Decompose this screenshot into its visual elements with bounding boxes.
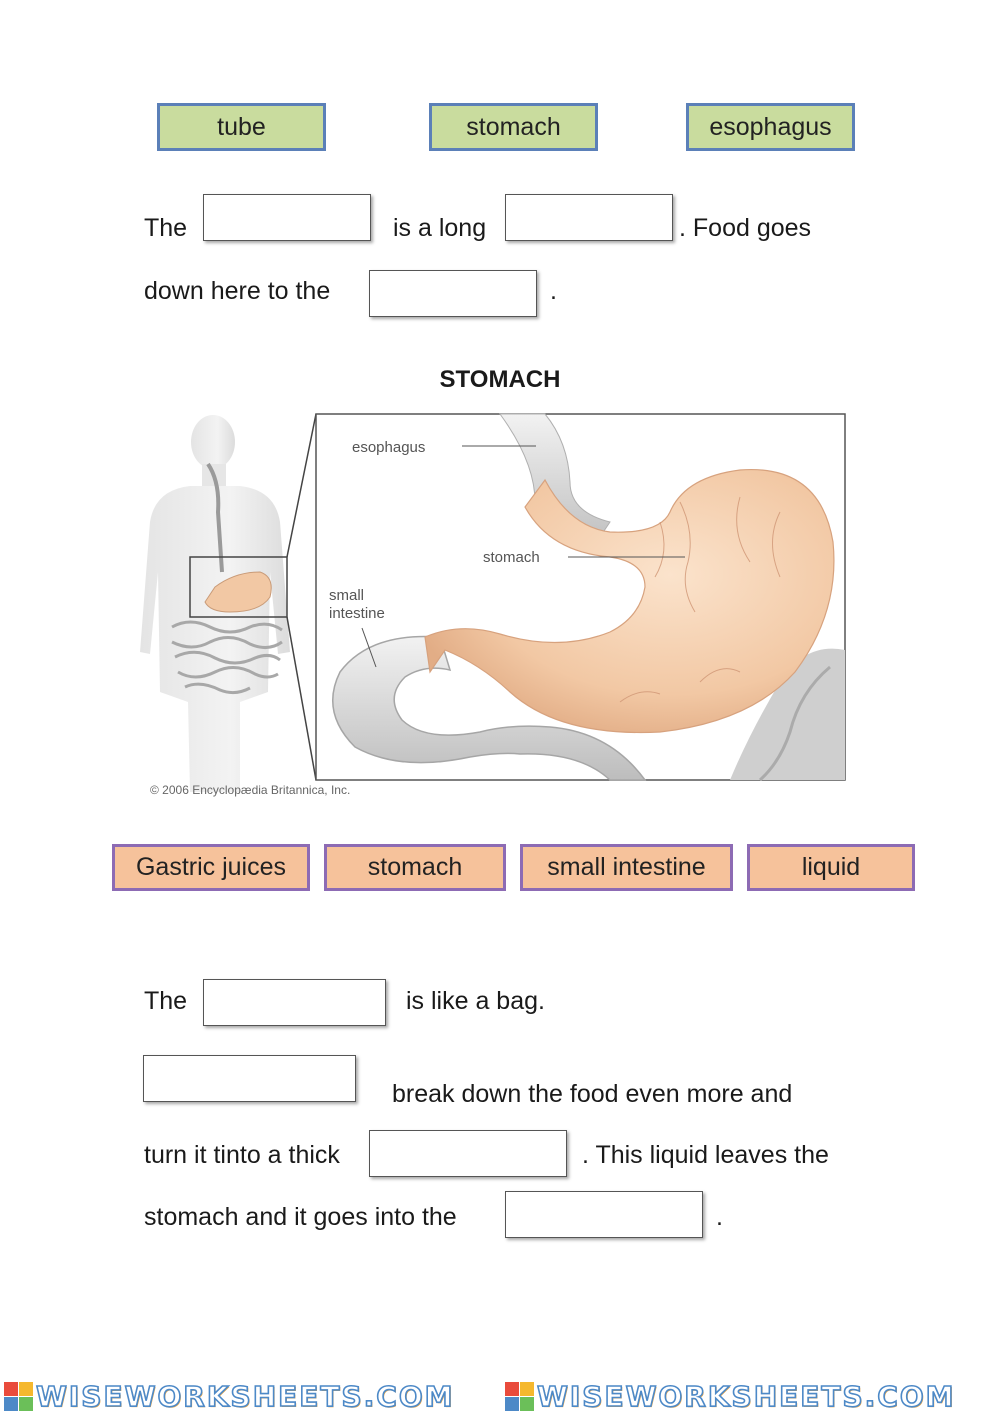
answer-blank-1[interactable] xyxy=(203,194,371,241)
word-chip-label: Gastric juices xyxy=(135,853,287,881)
answer-blank-3[interactable] xyxy=(369,270,537,317)
sentence-text: turn it tinto a thick xyxy=(144,1141,340,1169)
sentence-text: The xyxy=(144,987,188,1015)
logo-square xyxy=(505,1397,519,1411)
word-chip-label: esophagus xyxy=(709,112,832,141)
label-small: small xyxy=(329,587,365,604)
word-chip-label: stomach xyxy=(466,112,561,141)
sentence-text: is a long xyxy=(393,214,487,242)
site-logo xyxy=(505,1380,956,1413)
sentence-text: The xyxy=(144,214,188,242)
logo-square xyxy=(520,1382,534,1396)
zoomed-stomach-panel xyxy=(316,414,845,780)
logo-square xyxy=(520,1397,534,1411)
site-logo xyxy=(4,1380,455,1413)
figure-heading: STOMACH xyxy=(439,366,561,393)
logo-text: WISEWORKSHEETS.COM xyxy=(36,1380,455,1413)
sentence-text: . This liquid leaves the xyxy=(582,1141,829,1169)
sentence-text: . xyxy=(550,277,557,305)
answer-blank-6[interactable] xyxy=(369,1130,567,1177)
label-esophagus: esophagus xyxy=(352,439,426,456)
figure-credit: © 2006 Encyclopædia Britannica, Inc. xyxy=(150,783,351,797)
sentence-text: break down the food even more and xyxy=(392,1080,793,1108)
label-intestine: intestine xyxy=(329,605,385,622)
word-chip-label: small intestine xyxy=(547,853,706,881)
logo-square xyxy=(4,1397,18,1411)
word-chip-esophagus[interactable] xyxy=(686,103,855,151)
logo-squares-icon xyxy=(505,1382,534,1411)
word-chip-liquid[interactable] xyxy=(747,844,915,891)
sentence-text: is like a bag. xyxy=(406,987,545,1015)
word-chip-label: stomach xyxy=(367,853,463,881)
answer-blank-5[interactable] xyxy=(143,1055,356,1102)
logo-squares-icon xyxy=(4,1382,33,1411)
logo-square xyxy=(19,1397,33,1411)
answer-blank-7[interactable] xyxy=(505,1191,703,1238)
word-chip-small-intestine[interactable] xyxy=(520,844,733,891)
sentence-text: stomach and it goes into the xyxy=(144,1203,457,1231)
word-chip-label: liquid xyxy=(801,853,861,881)
sentence-text: down here to the xyxy=(144,277,331,305)
word-chip-stomach-2[interactable] xyxy=(324,844,506,891)
body-silhouette xyxy=(140,414,316,792)
word-chip-gastric-juices[interactable] xyxy=(112,844,310,891)
word-chip-tube[interactable] xyxy=(157,103,326,151)
answer-blank-4[interactable] xyxy=(203,979,386,1026)
logo-square xyxy=(19,1382,33,1396)
sentence-text: . Food goes xyxy=(679,214,812,242)
sentence-text: . xyxy=(716,1203,723,1231)
word-chip-label: tube xyxy=(217,112,266,141)
label-stomach: stomach xyxy=(483,549,540,566)
footer-branding xyxy=(0,1372,1000,1412)
logo-square xyxy=(505,1382,519,1396)
logo-square xyxy=(4,1382,18,1396)
word-chip-stomach[interactable] xyxy=(429,103,598,151)
answer-blank-2[interactable] xyxy=(505,194,673,241)
stomach-anatomy-figure xyxy=(140,402,850,802)
logo-text: WISEWORKSHEETS.COM xyxy=(537,1380,956,1413)
stomach-illustration xyxy=(140,402,850,802)
